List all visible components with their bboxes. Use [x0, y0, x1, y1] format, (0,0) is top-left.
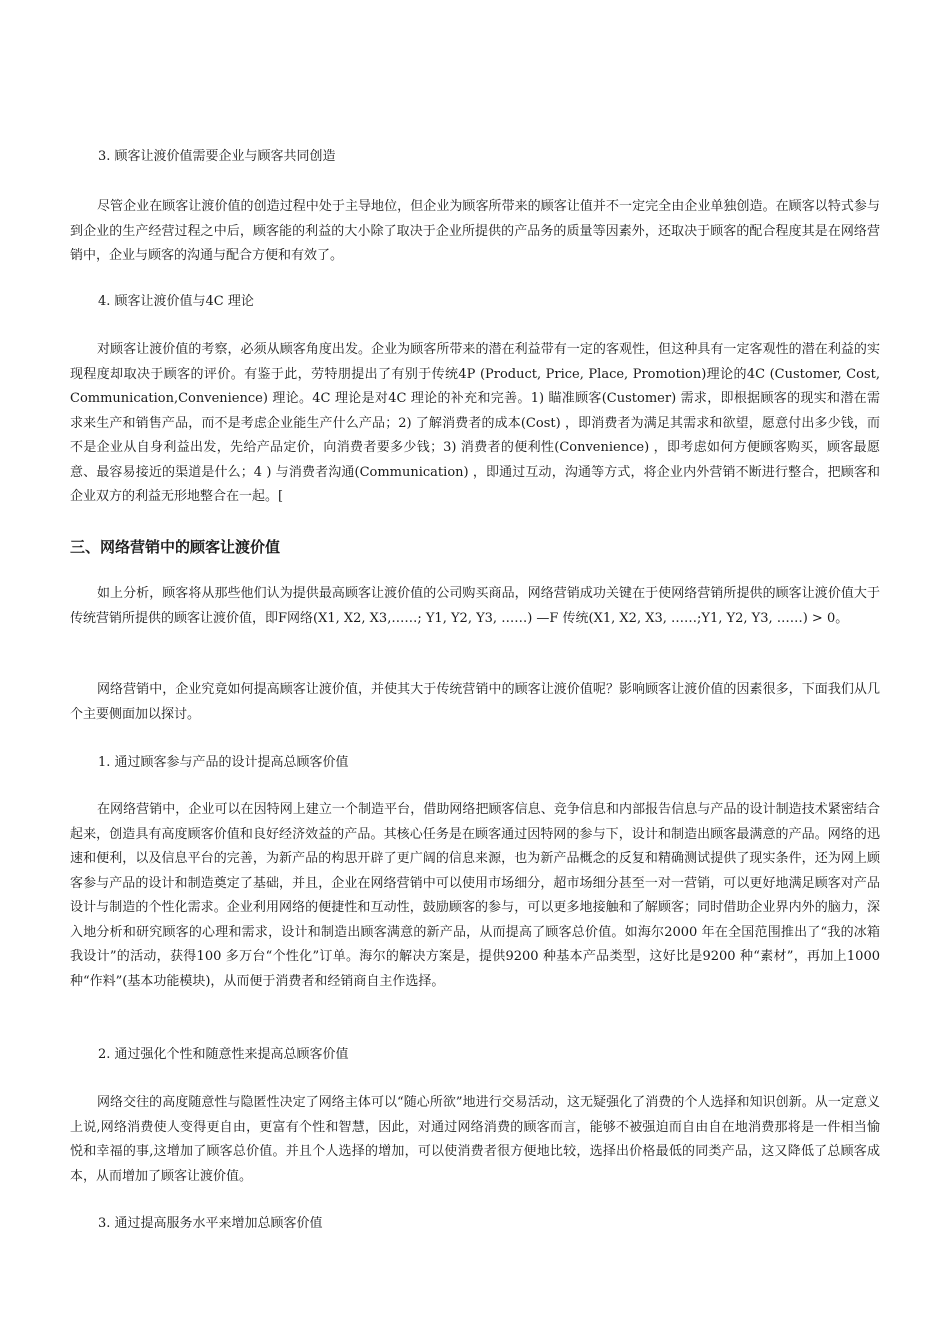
subheading-cocreation: 3. 顾客让渡价值需要企业与顾客共同创造	[98, 149, 336, 164]
paragraph-how-to-improve: 网络营销中，企业究竟如何提高顾客让渡价值，并使其大于传统营销中的顾客让渡价值呢？影响顾客让渡价值的因素很多，下面我们从几个主要侧面加以探讨。	[70, 682, 880, 722]
section-heading-3: 三、网络营销中的顾客让渡价值	[70, 538, 281, 556]
paragraph-analysis: 如上分析，顾客将从那些他们认为提供最高顾客让渡价值的公司购买商品，网络营销成功关键在于使网络营销所提供的顾客让渡价值大于传统营销所提供的顾客让渡价值，即F网络(X1, X2, X3,……; Y1, Y2, Y3, ……) —F 传统(X1, X2, X3, ……;Y1, Y2, Y3, ……) > 0。	[70, 586, 880, 626]
paragraph-personalization: 网络交往的高度随意性与隐匿性决定了网络主体可以“随心所欲”地进行交易活动，这无疑强化了消费的个人选择和知识创新。从一定意义上说,网络消费使人变得更自由，更富有个性和智慧，因此，对通过网络消费的顾客而言，能够不被强迫而自由自在地消费那将是一件相当愉悦和幸福的事,这增加了顾客总价值。并且个人选择的增加，可以使消费者很方便地比较，选择出价格最低的同类产品，这又降低了总顾客成本，从而增加了顾客让渡价值。	[70, 1095, 880, 1184]
paragraph-design-participation: 在网络营销中，企业可以在因特网上建立一个制造平台，借助网络把顾客信息、竞争信息和内部报告信息与产品的设计制造技术紧密结合起来，创造具有高度顾客价值和良好经济效益的产品。其核心任务是在顾客通过因特网的参与下，设计和制造出顾客最满意的产品。网络的迅速和便利，以及信息平台的完善，为新产品的构思开辟了更广阔的信息来源，也为新产品概念的反复和精确测试提供了现实条件，还为网上顾客参与产品的设计和制造奠定了基础，并且，企业在网络营销中可以使用市场细分，超市场细分甚至一对一营销，可以更好地满足顾客对产品设计与制造的个性化需求。企业利用网络的便捷性和互动性，鼓励顾客的参与，可以更多地接触和了解顾客；同时借助企业界内外的脑力，深入地分析和研究顾客的心理和需求，设计和制造出顾客满意的新产品，从而提高了顾客总价值。如海尔2000 年在全国范围推出了“我的冰箱我设计”的活动，获得100 多万台“个性化”订单。海尔的解决方案是，提供9200 种基本产品类型，这好比是9200 种“素材”，再加上1000 种“作料”(基本功能模块)，从而便于消费者和经销商自主作选择。	[70, 802, 880, 989]
subheading-service-level: 3. 通过提高服务水平来增加总顾客价值	[98, 1216, 323, 1231]
subheading-personalization: 2. 通过强化个性和随意性来提高总顾客价值	[98, 1047, 349, 1062]
subheading-design-participation: 1. 通过顾客参与产品的设计提高总顾客价值	[98, 755, 349, 770]
subheading-4c-theory: 4. 顾客让渡价值与4C 理论	[98, 294, 254, 309]
paragraph-4c-theory: 对顾客让渡价值的考察，必须从顾客角度出发。企业为顾客所带来的潜在利益带有一定的客观性，但这种具有一定客观性的潜在利益的实现程度却取决于顾客的评价。有鉴于此，劳特朋提出了有别于传统4P (Product, Price, Place, Promotion)理论的4C (Customer, Cost, Communication,Convenience) 理论。4C 理论是对4C 理论的补充和完善。1) 瞄准顾客(Customer) 需求，即根据顾客的现实和潜在需求来生产和销售产品，而不是考虑企业能生产什么产品；2) 了解消费者的成本(Cost) ，即消费者为满足其需求和欲望，愿意付出多少钱，而不是企业从自身利益出发，先给产品定价，向消费者要多少钱；3) 消费者的便利性(Convenience) ，即考虑如何方便顾客购买，顾客最愿意、最容易接近的渠道是什么；4 ) 与消费者沟通(Communication) ，即通过互动，沟通等方式，将企业内外营销不断进行整合，把顾客和企业双方的利益无形地整合在一起。[	[70, 342, 880, 504]
paragraph-cocreation: 尽管企业在顾客让渡价值的创造过程中处于主导地位，但企业为顾客所带来的顾客让值并不一定完全由企业单独创造。在顾客以特式参与到企业的生产经营过程之中后，顾客能的利益的大小除了取决于企业所提供的产品务的质量等因素外，还取决于顾客的配合程度其是在网络营销中，企业与顾客的沟通与配合方便和有效了。	[70, 199, 880, 263]
